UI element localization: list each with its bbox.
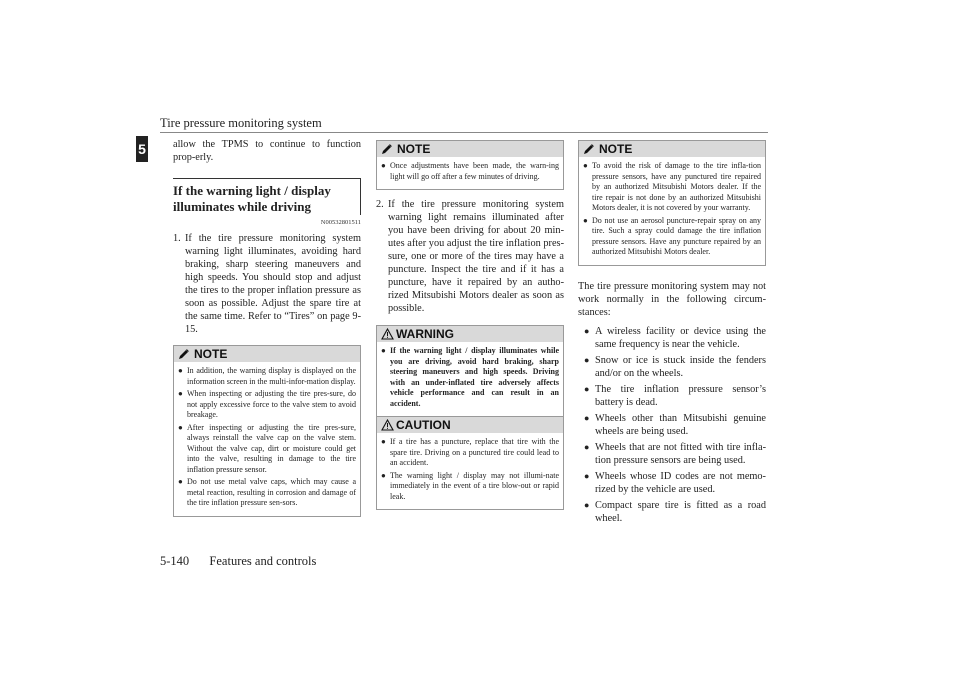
list-item: ● If a tire has a puncture, replace that tire with the spare tire. Driving on a punctured tire could lead to an accident. <box>381 437 559 467</box>
list-item: ● Once adjustments have been made, the warn-ing light will go off after a few minutes of driving. <box>381 161 559 181</box>
section-heading-box <box>173 178 361 215</box>
list-item: ● Snow or ice is stuck inside the fenders and/or on the wheels. <box>584 354 766 379</box>
list-item: ● A wireless facility or device using the same frequency is near the vehicle. <box>584 325 766 350</box>
section-heading: If the warning light / display illuminates while driving <box>173 183 331 214</box>
note-pencil-icon <box>381 143 393 155</box>
bullet-icon: ● <box>381 346 386 355</box>
header-rule <box>160 132 768 133</box>
note-label: NOTE <box>194 346 228 361</box>
caution-triangle-icon <box>381 419 394 431</box>
bullet-icon: ● <box>178 422 183 432</box>
note-label: NOTE <box>397 141 431 156</box>
note-box <box>376 140 564 190</box>
list-item: ● Compact spare tire is fitted as a road wheel. <box>584 499 766 524</box>
page-number: 5-140 <box>160 554 190 568</box>
step-1 <box>173 232 361 336</box>
note-pencil-icon <box>178 348 190 360</box>
bullet-icon: ● <box>583 215 588 225</box>
bullet-icon: ● <box>583 161 588 170</box>
note-header <box>579 141 765 157</box>
bullet-icon: ● <box>381 437 386 446</box>
caution-header <box>377 417 563 433</box>
caution-box <box>376 416 564 510</box>
list-item: ● In addition, the warning display is displayed on the information screen in the multi-infor-mation display. <box>178 366 356 386</box>
running-header: Tire pressure monitoring system <box>160 116 322 130</box>
warning-header <box>377 326 563 342</box>
list-item: ● When inspecting or adjusting the tire pres-sure, do not apply excessive force to the valve stem to avoid breakage. <box>178 389 356 419</box>
bullet-icon: ● <box>584 441 590 452</box>
note-box <box>578 140 766 266</box>
bullet-icon: ● <box>584 470 590 481</box>
bullet-icon: ● <box>584 499 590 510</box>
footer-section: Features and controls <box>209 554 317 568</box>
list-item: ● Do not use metal valve caps, which may cause a metal reaction, resulting in corrosion and damage of the tire inflation pressure sen-sors. <box>178 477 356 507</box>
list-item: ● Do not use an aerosol puncture-repair spray on any tire. Such a spray could damage the tire inflation pressure sensors. Have any puncture repaired by an authorized Mitsubishi Motors dealer. <box>583 215 761 256</box>
list-item: ● To avoid the risk of damage to the tire infla-tion pressure sensors, have any punctured tire repaired by an authorized Mitsubishi Motors dealer. If the tire repair is not done by an authorized Mitsubishi Motors dealer, it is not covered by your warranty. <box>583 161 761 212</box>
bullet-icon: ● <box>584 412 590 423</box>
list-item: ● After inspecting or adjusting the tire pres-sure, always reinstall the valve cap on the valve stem. Without the valve cap, dirt or moisture could get into the valve, resulting in damage to the tire inflation pressure sensor. <box>178 422 356 474</box>
list-item: ● The warning light / display may not illumi-nate immediately in the event of a tire blow-out or rapid leak. <box>381 470 559 501</box>
warning-box <box>376 325 564 417</box>
note-pencil-icon <box>583 143 595 155</box>
chapter-tab: 5 <box>136 136 148 162</box>
step-2 <box>376 198 564 315</box>
page-footer <box>160 554 316 569</box>
bullet-icon: ● <box>584 325 590 336</box>
circumstance-list <box>578 325 766 525</box>
note-header <box>377 141 563 157</box>
step-number: 1. <box>173 233 181 244</box>
step-text: If the tire pressure monitoring system warning light remains illuminated after you have been driving for about 20 min-utes after you adjust the tire inflation pres-sure, one or more of the tires may have a puncture. Inspect the tire and if it has a puncture, have it repaired by an autho-rized Mitsubishi Motors dealer as soon as possible. <box>388 199 564 314</box>
note-label: NOTE <box>599 141 633 156</box>
caution-label: CAUTION <box>396 417 451 432</box>
list-item: ● Wheels that are not fitted with tire infla-tion pressure sensors are being used. <box>584 441 766 466</box>
step-text: If the tire pressure monitoring system warning light illuminates, avoiding hard braking, sharp steering maneuvers and high speeds. You should stop and adjust the tires to the proper inflation pressure as soon as possible. Adjust the spare tire at the same time. Refer to “Tires” on page 9-15. <box>185 233 361 335</box>
body-text: The tire pressure monitoring system may not work normally in the following circum-stances: <box>578 280 766 318</box>
column-3 <box>578 138 766 528</box>
warning-label: WARNING <box>396 326 454 341</box>
section-code: N00532801511 <box>320 219 361 226</box>
bullet-icon: ● <box>381 161 386 170</box>
list-item: ● Wheels other than Mitsubishi genuine wheels are being used. <box>584 412 766 437</box>
list-item: ● Wheels whose ID codes are not memo-rized by the vehicle are used. <box>584 470 766 495</box>
bullet-icon: ● <box>381 470 386 480</box>
column-2 <box>376 138 564 510</box>
bullet-icon: ● <box>178 389 183 398</box>
bullet-icon: ● <box>584 383 590 394</box>
list-item: ● The tire inflation pressure sensor’s battery is dead. <box>584 383 766 408</box>
bullet-icon: ● <box>178 477 183 486</box>
warning-triangle-icon <box>381 328 394 340</box>
bullet-icon: ● <box>178 366 183 375</box>
intro-text: allow the TPMS to continue to function prop-erly. <box>173 139 361 163</box>
step-number: 2. <box>376 199 384 210</box>
bullet-icon: ● <box>584 354 590 365</box>
column-1 <box>173 138 361 517</box>
note-box <box>173 345 361 517</box>
note-header <box>174 346 360 362</box>
list-item: ● If the warning light / display illuminates while you are driving, avoid hard braking, sharp steering maneuvers and high speeds. Driving with an under-inflated tire adversely affects vehicle performance and can result in an accident. <box>381 346 559 408</box>
